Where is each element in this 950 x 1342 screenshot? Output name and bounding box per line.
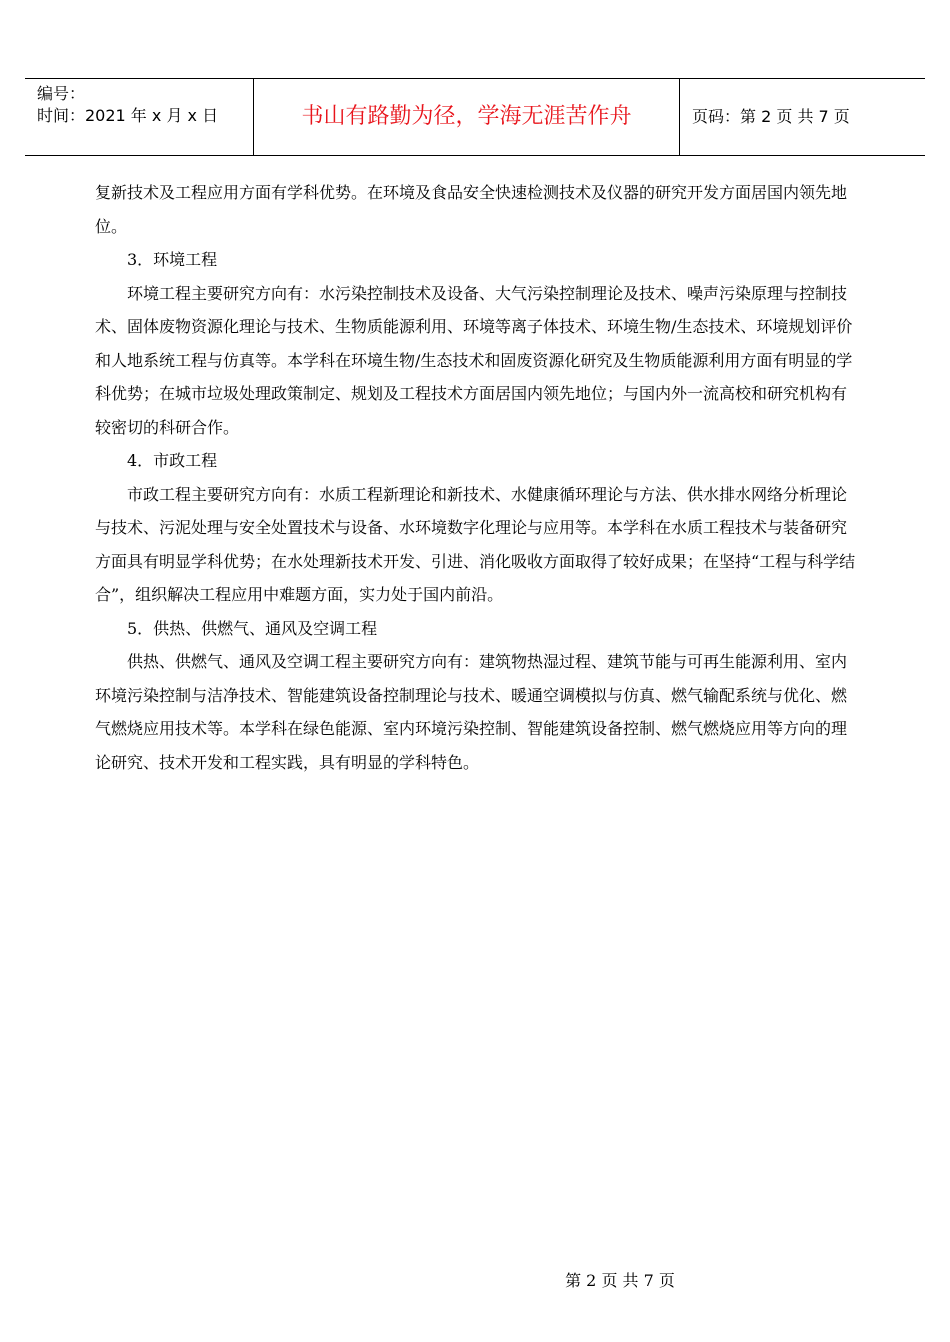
paragraph-environmental-engineering: 环境工程主要研究方向有：水污染控制技术及设备、大气污染控制理论及技术、噪声污染原理与控制技术、固体废物资源化理论与技术、生物质能源利用、环境等离子体技术、环境生物/生态技术、环境规划评价和人地系统工程与仿真等。本学科在环境生物/生态技术和固废资源化研究及生物质能源利用方面有明显的学科优势；在城市垃圾处理政策制定、规划及工程技术方面居国内领先地位；与国内外一流高校和研究机构有较密切的科研合作。 (95, 283, 853, 437)
header-motto: 书山有路勤为径，学海无涯苦作舟 (254, 79, 680, 155)
document-time-label: 时间：2021 年 x 月 x 日 (37, 106, 219, 125)
header-page-info: 页码：第 2 页 共 7 页 (692, 107, 850, 126)
paragraph-hvac-engineering: 供热、供燃气、通风及空调工程主要研究方向有：建筑物热湿过程、建筑节能与可再生能源利用、室内环境污染控制与洁净技术、智能建筑设备控制理论与技术、暖通空调模拟与仿真、燃气输配系统与优化、燃气燃烧应用技术等。本学科在绿色能源、室内环境污染控制、智能建筑设备控制、燃气燃烧应用等方向的理论研究、技术开发和工程实践，具有明显的学科特色。 (95, 652, 848, 772)
header-meta (25, 79, 254, 155)
paragraph-municipal-engineering: 市政工程主要研究方向有：水质工程新理论和新技术、水健康循环理论与方法、供水排水网络分析理论与技术、污泥处理与安全处置技术与设备、水环境数字化理论与应用等。本学科在水质工程技术与装备研究方面具有明显学科优势；在水处理新技术开发、引进、消化吸收方面取得了较好成果；在坚持“工程与科学结合”，组织解决工程应用中难题方面，实力处于国内前沿。 (95, 484, 856, 604)
page-footer: 第 2 页 共 7 页 (565, 1271, 675, 1290)
section-heading-municipal-engineering: 4．市政工程 (127, 451, 218, 470)
document-number-label: 编号： (37, 84, 86, 103)
section-heading-environmental-engineering: 3．环境工程 (127, 250, 218, 269)
document-body (95, 176, 860, 779)
page-header (25, 78, 925, 156)
paragraph-continued: 复新技术及工程应用方面有学科优势。在环境及食品安全快速检测技术及仪器的研究开发方面居国内领先地位。 (95, 183, 848, 236)
section-heading-hvac-engineering: 5．供热、供燃气、通风及空调工程 (127, 618, 378, 638)
